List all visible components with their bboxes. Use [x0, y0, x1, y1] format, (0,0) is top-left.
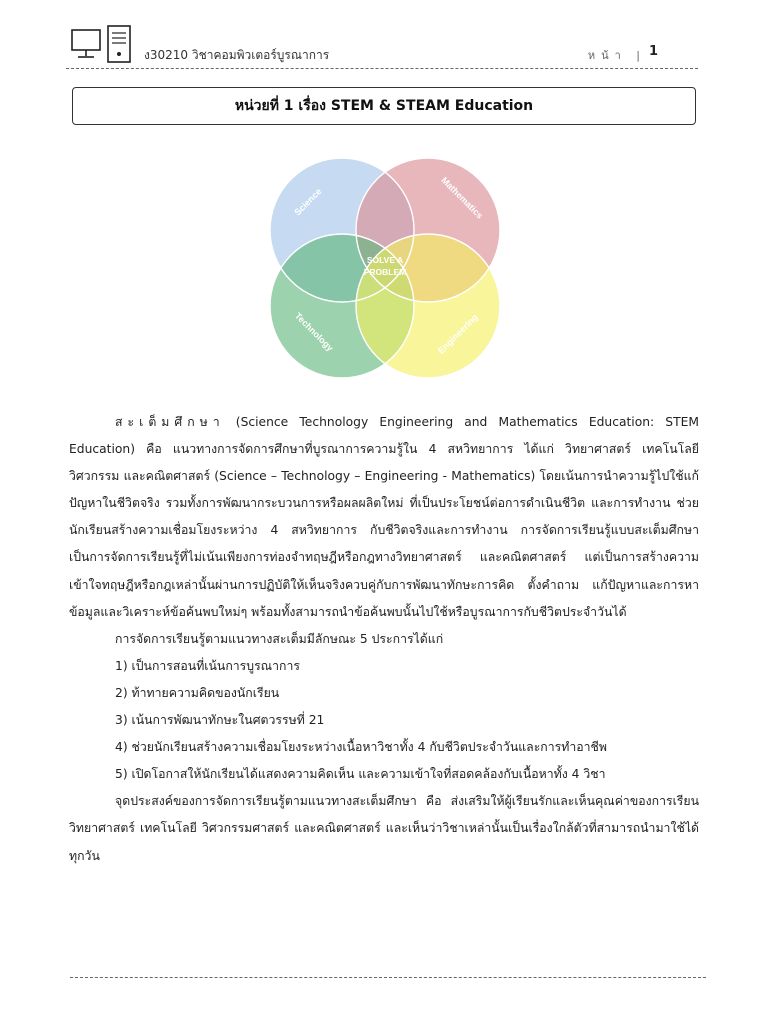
mathematics-label: Mathematics [439, 175, 485, 221]
header-divider [66, 68, 698, 69]
center-label-line1: SOLVE A [366, 255, 404, 265]
science-label: Science [292, 186, 324, 218]
paragraph-characteristics-intro: การจัดการเรียนรู้ตามแนวทางสะเต็มมีลักษณะ 5 ประการได้แก่ [115, 631, 444, 646]
list-item: 2) ท้าทายความคิดของนักเรียน [115, 685, 280, 700]
unit-title: หน่วยที่ 1 เรื่อง STEM & STEAM Education [234, 98, 534, 114]
page-header [70, 18, 710, 70]
list-item: 5) เปิดโอกาสให้นักเรียนได้แสดงความคิดเห็น และความเข้าใจที่สอดคล้องกับเนื้อหาทั้ง 4 วิชา [115, 767, 606, 782]
stem-venn-diagram [260, 150, 510, 388]
unit-title-box [72, 87, 696, 125]
list-item: 1) เป็นการสอนที่เน้นการบูรณาการ [115, 658, 300, 673]
paragraph-purpose: จุดประสงค์ของการจัดการเรียนรู้ตามแนวทางสะเต็มศึกษา คือ ส่งเสริมให้ผู้เรียนรักและเห็นคุณค่าของการเรียนวิทยาศาสตร์ เทคโนโลยี วิศวกรรมศาสตร์ และคณิตศาสตร์ และเห็นว่าวิชาเหล่านั้นเป็นเรื่องใกล้ตัวที่สามารถนำมาใช้ได้ทุกวัน [69, 794, 699, 863]
technology-label: Technology [292, 310, 336, 354]
term-stem-education: สะเต็มศึกษา [115, 415, 225, 429]
definition-text: (Science Technology Engineering and Mathematics Education: STEM Education) คือ แนวทางการจัดการศึกษาที่บูรณาการความรู้ใน 4 สหวิทยาการ ได้แก่ วิทยาศาสตร์ เทคโนโลยี วิศวกรรม และคณิตศาสตร์ (Science – Technology – Engineering - Mathematics) โดยเน้นการนำความรู้ไปใช้แก้ปัญหาในชีวิตจริง รวมทั้งการพัฒนากระบวนการหรือผลผลิตใหม่ ที่เป็นประโยชน์ต่อการดำเนินชีวิต และการทำงาน ช่วยนักเรียนสร้างความเชื่อมโยงระหว่าง 4 สหวิทยาการ กับชีวิตจริงและการทำงาน การจัดการเรียนรู้แบบสะเต็มศึกษาเป็นการจัดการเรียนรู้ที่ไม่เน้นเพียงการท่องจำทฤษฎีหรือกฎทางวิทยาศาสตร์ และคณิตศาสตร์ แต่เป็นการสร้างความเข้าใจทฤษฎีหรือกฎเหล่านั้นผ่านการปฏิบัติให้เห็นจริงควบคู่กับการพัฒนาทักษะการคิด ตั้งคำถาม แก้ปัญหาและการหาข้อมูลและวิเคราะห์ข้อค้นพบใหม่ๆ พร้อมทั้งสามารถนำข้อค้นพบนั้นไปใช้หรือบูรณาการกับชีวิตประจำวันได้ [69, 415, 699, 619]
course-title: ง30210 วิชาคอมพิวเตอร์บูรณาการ [144, 48, 330, 62]
page-number: 1 [648, 44, 658, 59]
list-item: 4) ช่วยนักเรียนสร้างความเชื่อมโยงระหว่างเนื้อหาวิชาทั้ง 4 กับชีวิตประจำวันและการทำอาชีพ [115, 740, 608, 755]
body-text [69, 409, 699, 870]
page-label: หน้า | [587, 49, 646, 62]
computer-icon [70, 24, 136, 66]
list-item: 3) เน้นการพัฒนาทักษะในศตวรรษที่ 21 [115, 713, 325, 728]
center-label-line2: PROBLEM [363, 267, 407, 277]
engineering-label: Engineering [435, 311, 480, 356]
paragraph-definition [69, 409, 699, 626]
footer-divider [70, 977, 706, 978]
